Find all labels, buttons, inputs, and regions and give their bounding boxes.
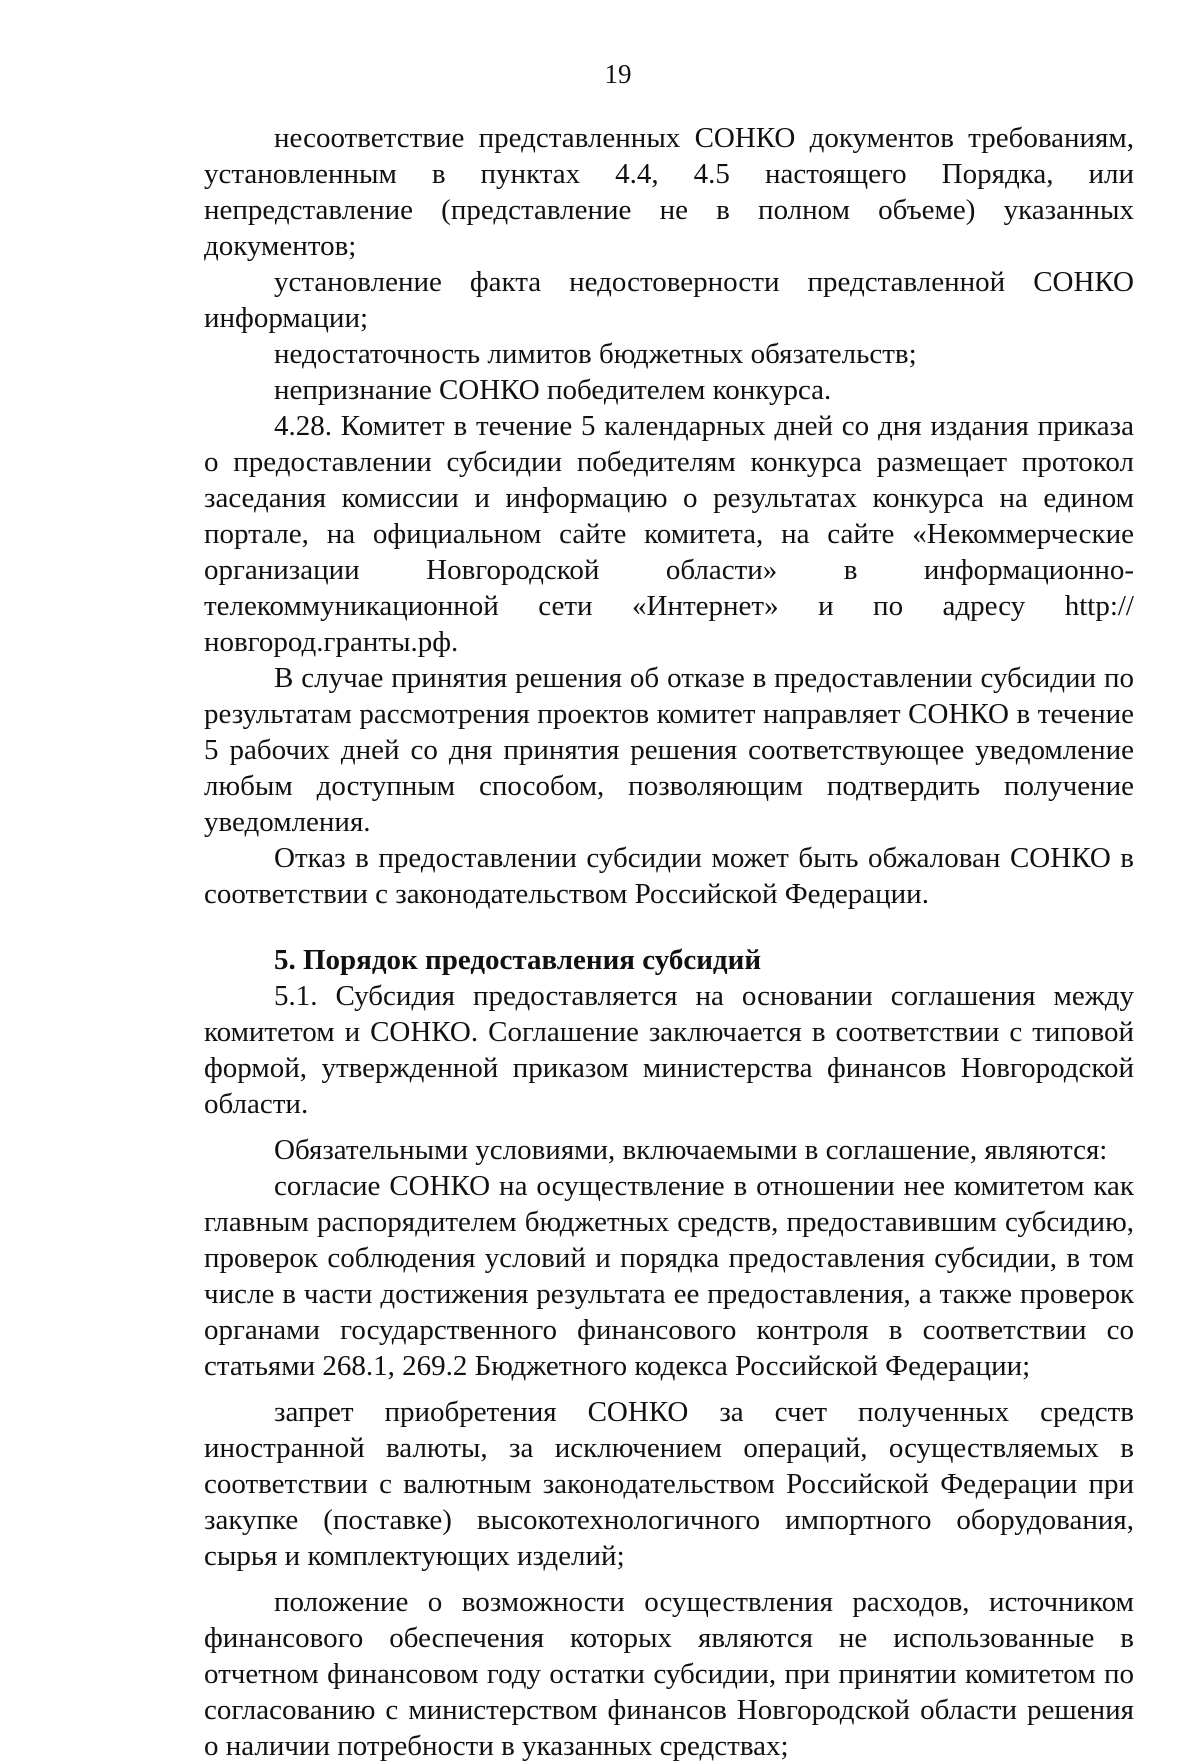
section-paragraph-5: положение о возможности осуществления расходов, источником финансового обеспечения которых являются не использованные в отчетном финансовом году остатки субсидии, при принятии комитетом по согласованию с министерством финансов Новгородской области решения о наличии потребности в указанных средствах; [204, 1586, 1134, 1762]
section-paragraph-3: согласие СОНКО на осуществление в отношении нее комитетом как главным распорядителем бюджетных средств, предоставившим субсидию, проверок соблюдения условий и порядка предоставления субсидии, в том числе в части достижения результата ее предоставления, а также проверок органами государственного финансового контроля в соответствии со статьями 268.1, 269.2 Бюджетного кодекса Российской Федерации; [204, 1170, 1134, 1382]
section-heading: 5. Порядок предоставления субсидий [274, 944, 762, 976]
paragraph-5: 4.28. Комитет в течение 5 календарных дней со дня издания приказа о предоставлении субсидии победителям конкурса размещает протокол заседания комиссии и информацию о результатах конкурса на едином портале, на официальном сайте комитета, на сайте «Некоммерческие организации Новгородской области» в информационно-телекоммуникационной сети «Интернет» и по адресу http://новгород.гранты.рф. [204, 410, 1134, 658]
section-paragraph-4: запрет приобретения СОНКО за счет полученных средств иностранной валюты, за исключением операций, осуществляемых в соответствии с валютным законодательством Российской Федерации при закупке (поставке) высокотехнологичного импортного оборудования, сырья и комплектующих изделий; [204, 1396, 1134, 1572]
paragraph-7: Отказ в предоставлении субсидии может быть обжалован СОНКО в соответствии с законодательством Российской Федерации. [204, 842, 1134, 910]
paragraph-4: непризнание СОНКО победителем конкурса. [274, 374, 832, 406]
document-body [204, 120, 1134, 1764]
section-paragraph-1: 5.1. Субсидия предоставляется на основании соглашения между комитетом и СОНКО. Соглашение заключается в соответствии с типовой формой, утвержденной приказом министерства финансов Новгородской области. [204, 980, 1134, 1120]
paragraph-3: недостаточность лимитов бюджетных обязательств; [274, 338, 917, 370]
page-number: 19 [604, 59, 632, 89]
section-paragraph-2: Обязательными условиями, включаемыми в соглашение, являются: [274, 1134, 1108, 1166]
paragraph-1: несоответствие представленных СОНКО документов требованиям, установленным в пунктах 4.4, 4.5 настоящего Порядка, или непредставление (представление не в полном объеме) указанных документов; [204, 122, 1134, 262]
paragraph-6: В случае принятия решения об отказе в предоставлении субсидии по результатам рассмотрения проектов комитет направляет СОНКО в течение 5 рабочих дней со дня принятия решения соответствующее уведомление любым доступным способом, позволяющим подтвердить получение уведомления. [204, 662, 1134, 838]
paragraph-2: установление факта недостоверности представленной СОНКО информации; [204, 266, 1134, 334]
